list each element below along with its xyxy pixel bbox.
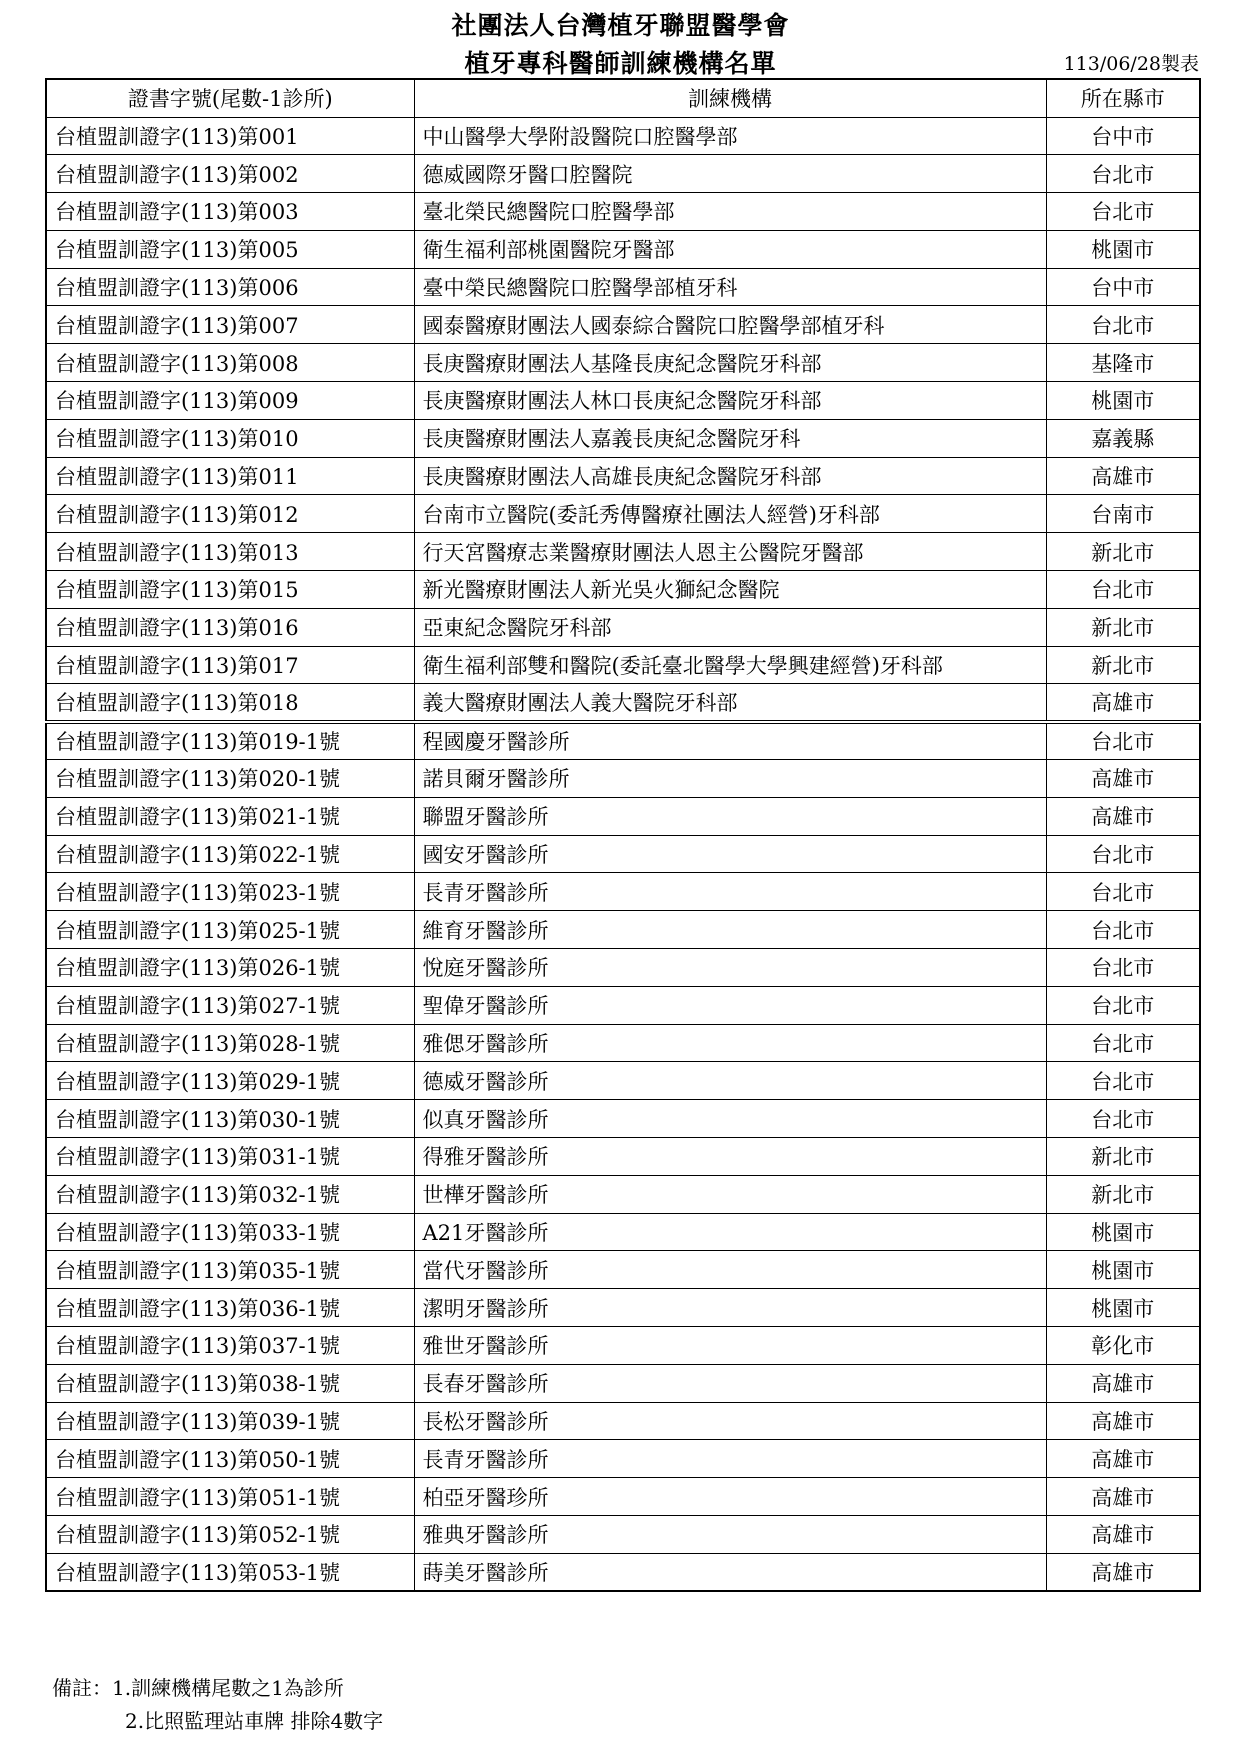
certificate-number-cell: 台植盟訓證字(113)第005 [46, 230, 414, 268]
column-header-institution: 訓練機構 [414, 79, 1046, 117]
table-row [46, 1100, 1200, 1138]
city-cell: 新北市 [1046, 608, 1200, 646]
table-row [46, 646, 1200, 684]
city-cell: 高雄市 [1046, 457, 1200, 495]
city-cell: 高雄市 [1046, 1478, 1200, 1516]
certificate-number-cell: 台植盟訓證字(113)第015 [46, 571, 414, 609]
institution-name-cell: 長庚醫療財團法人林口長庚紀念醫院牙科部 [414, 382, 1046, 420]
certificate-number-cell: 台植盟訓證字(113)第038-1號 [46, 1364, 414, 1402]
table-row [46, 684, 1200, 722]
city-cell: 台中市 [1046, 117, 1200, 155]
institution-name-cell: 諾貝爾牙醫診所 [414, 760, 1046, 798]
institution-name-cell: 臺中榮民總醫院口腔醫學部植牙科 [414, 268, 1046, 306]
city-cell: 新北市 [1046, 1138, 1200, 1176]
certificate-number-cell: 台植盟訓證字(113)第003 [46, 193, 414, 231]
city-cell: 台北市 [1046, 1062, 1200, 1100]
table-row [46, 873, 1200, 911]
certificate-number-cell: 台植盟訓證字(113)第029-1號 [46, 1062, 414, 1100]
certificate-number-cell: 台植盟訓證字(113)第022-1號 [46, 835, 414, 873]
document-title: 社團法人台灣植牙聯盟醫學會 [451, 11, 790, 40]
institution-name-cell: 世樺牙醫診所 [414, 1175, 1046, 1213]
institution-name-cell: 臺北榮民總醫院口腔醫學部 [414, 193, 1046, 231]
institution-name-cell: 行天宮醫療志業醫療財團法人恩主公醫院牙醫部 [414, 533, 1046, 571]
institution-name-cell: 義大醫療財團法人義大醫院牙科部 [414, 684, 1046, 722]
certificate-number-cell: 台植盟訓證字(113)第007 [46, 306, 414, 344]
city-cell: 高雄市 [1046, 1402, 1200, 1440]
table-row [46, 949, 1200, 987]
table-row [46, 495, 1200, 533]
institution-name-cell: 德威牙醫診所 [414, 1062, 1046, 1100]
document-subtitle: 植牙專科醫師訓練機構名單 [464, 49, 777, 78]
certificate-number-cell: 台植盟訓證字(113)第002 [46, 155, 414, 193]
city-cell: 高雄市 [1046, 684, 1200, 722]
institution-name-cell: 雅典牙醫診所 [414, 1515, 1046, 1553]
table-row [46, 1440, 1200, 1478]
certificate-number-cell: 台植盟訓證字(113)第027-1號 [46, 986, 414, 1024]
table-row [46, 797, 1200, 835]
certificate-number-cell: 台植盟訓證字(113)第012 [46, 495, 414, 533]
table-row [46, 117, 1200, 155]
institution-name-cell: 得雅牙醫診所 [414, 1138, 1046, 1176]
institution-name-cell: 程國慶牙醫診所 [414, 722, 1046, 760]
institution-name-cell: 潔明牙醫診所 [414, 1289, 1046, 1327]
made-date: 113/06/28製表 [1063, 53, 1199, 75]
institution-name-cell: 亞東紀念醫院牙科部 [414, 608, 1046, 646]
table-row [46, 722, 1200, 760]
certificate-number-cell: 台植盟訓證字(113)第037-1號 [46, 1327, 414, 1365]
institution-name-cell: 悅庭牙醫診所 [414, 949, 1046, 987]
certificate-number-cell: 台植盟訓證字(113)第032-1號 [46, 1175, 414, 1213]
training-institution-table [45, 78, 1201, 1592]
institution-name-cell: 台南市立醫院(委託秀傳醫療社團法人經營)牙科部 [414, 495, 1046, 533]
certificate-number-cell: 台植盟訓證字(113)第028-1號 [46, 1024, 414, 1062]
table-row [46, 1478, 1200, 1516]
city-cell: 台北市 [1046, 1100, 1200, 1138]
column-header-certificate: 證書字號(尾數-1診所) [46, 79, 414, 117]
table-row [46, 608, 1200, 646]
city-cell: 台北市 [1046, 722, 1200, 760]
table-row [46, 382, 1200, 420]
table-row [46, 835, 1200, 873]
table-row [46, 268, 1200, 306]
table-body [46, 117, 1200, 1591]
city-cell: 高雄市 [1046, 797, 1200, 835]
city-cell: 高雄市 [1046, 1364, 1200, 1402]
certificate-number-cell: 台植盟訓證字(113)第013 [46, 533, 414, 571]
institution-name-cell: 當代牙醫診所 [414, 1251, 1046, 1289]
table-row [46, 155, 1200, 193]
certificate-number-cell: 台植盟訓證字(113)第021-1號 [46, 797, 414, 835]
table-row [46, 306, 1200, 344]
certificate-number-cell: 台植盟訓證字(113)第050-1號 [46, 1440, 414, 1478]
institution-name-cell: 長春牙醫診所 [414, 1364, 1046, 1402]
table-row [46, 1251, 1200, 1289]
table-row [46, 193, 1200, 231]
table-row [46, 1327, 1200, 1365]
table-row [46, 1024, 1200, 1062]
city-cell: 新北市 [1046, 1175, 1200, 1213]
city-cell: 桃園市 [1046, 1251, 1200, 1289]
institution-name-cell: 雅世牙醫診所 [414, 1327, 1046, 1365]
certificate-number-cell: 台植盟訓證字(113)第025-1號 [46, 911, 414, 949]
table-row [46, 457, 1200, 495]
certificate-number-cell: 台植盟訓證字(113)第008 [46, 344, 414, 382]
table-row [46, 344, 1200, 382]
city-cell: 台北市 [1046, 571, 1200, 609]
certificate-number-cell: 台植盟訓證字(113)第001 [46, 117, 414, 155]
table-row [46, 1402, 1200, 1440]
city-cell: 高雄市 [1046, 1440, 1200, 1478]
certificate-number-cell: 台植盟訓證字(113)第053-1號 [46, 1553, 414, 1591]
certificate-number-cell: 台植盟訓證字(113)第031-1號 [46, 1138, 414, 1176]
column-header-city: 所在縣市 [1046, 79, 1200, 117]
institution-name-cell: 國泰醫療財團法人國泰綜合醫院口腔醫學部植牙科 [414, 306, 1046, 344]
table-row [46, 986, 1200, 1024]
institution-name-cell: 長青牙醫診所 [414, 1440, 1046, 1478]
institution-name-cell: 柏亞牙醫珍所 [414, 1478, 1046, 1516]
table-row [46, 911, 1200, 949]
certificate-number-cell: 台植盟訓證字(113)第009 [46, 382, 414, 420]
institution-name-cell: 長青牙醫診所 [414, 873, 1046, 911]
institution-name-cell: 長庚醫療財團法人嘉義長庚紀念醫院牙科 [414, 419, 1046, 457]
institution-name-cell: 聯盟牙醫診所 [414, 797, 1046, 835]
certificate-number-cell: 台植盟訓證字(113)第036-1號 [46, 1289, 414, 1327]
city-cell: 台北市 [1046, 986, 1200, 1024]
institution-name-cell: 蒔美牙醫診所 [414, 1553, 1046, 1591]
table-row [46, 1138, 1200, 1176]
institution-name-cell: 衛生福利部雙和醫院(委託臺北醫學大學興建經營)牙科部 [414, 646, 1046, 684]
table-row [46, 1175, 1200, 1213]
institution-name-cell: A21牙醫診所 [414, 1213, 1046, 1251]
table-row [46, 419, 1200, 457]
city-cell: 高雄市 [1046, 760, 1200, 798]
city-cell: 台北市 [1046, 873, 1200, 911]
institution-name-cell: 似真牙醫診所 [414, 1100, 1046, 1138]
certificate-number-cell: 台植盟訓證字(113)第017 [46, 646, 414, 684]
city-cell: 台北市 [1046, 306, 1200, 344]
table-row [46, 1364, 1200, 1402]
city-cell: 桃園市 [1046, 1289, 1200, 1327]
certificate-number-cell: 台植盟訓證字(113)第030-1號 [46, 1100, 414, 1138]
certificate-number-cell: 台植盟訓證字(113)第016 [46, 608, 414, 646]
city-cell: 基隆市 [1046, 344, 1200, 382]
city-cell: 台北市 [1046, 911, 1200, 949]
note-line-2: 2.比照監理站車牌 排除4數字 [125, 1709, 384, 1733]
city-cell: 桃園市 [1046, 1213, 1200, 1251]
certificate-number-cell: 台植盟訓證字(113)第020-1號 [46, 760, 414, 798]
city-cell: 桃園市 [1046, 230, 1200, 268]
table-row [46, 1062, 1200, 1100]
certificate-number-cell: 台植盟訓證字(113)第018 [46, 684, 414, 722]
city-cell: 新北市 [1046, 533, 1200, 571]
table-row [46, 1515, 1200, 1553]
institution-name-cell: 雅偲牙醫診所 [414, 1024, 1046, 1062]
institution-name-cell: 長庚醫療財團法人基隆長庚紀念醫院牙科部 [414, 344, 1046, 382]
city-cell: 彰化市 [1046, 1327, 1200, 1365]
certificate-number-cell: 台植盟訓證字(113)第010 [46, 419, 414, 457]
table-row [46, 760, 1200, 798]
city-cell: 台北市 [1046, 193, 1200, 231]
table-row [46, 1553, 1200, 1591]
certificate-number-cell: 台植盟訓證字(113)第033-1號 [46, 1213, 414, 1251]
institution-name-cell: 中山醫學大學附設醫院口腔醫學部 [414, 117, 1046, 155]
institution-name-cell: 長庚醫療財團法人高雄長庚紀念醫院牙科部 [414, 457, 1046, 495]
certificate-number-cell: 台植盟訓證字(113)第006 [46, 268, 414, 306]
certificate-number-cell: 台植盟訓證字(113)第023-1號 [46, 873, 414, 911]
certificate-number-cell: 台植盟訓證字(113)第051-1號 [46, 1478, 414, 1516]
certificate-number-cell: 台植盟訓證字(113)第039-1號 [46, 1402, 414, 1440]
table-header-row [46, 79, 1200, 117]
city-cell: 台北市 [1046, 1024, 1200, 1062]
institution-name-cell: 維育牙醫診所 [414, 911, 1046, 949]
note-line-1: 備註：1.訓練機構尾數之1為診所 [52, 1676, 344, 1700]
institution-name-cell: 長松牙醫診所 [414, 1402, 1046, 1440]
table-row [46, 230, 1200, 268]
city-cell: 新北市 [1046, 646, 1200, 684]
certificate-number-cell: 台植盟訓證字(113)第011 [46, 457, 414, 495]
certificate-number-cell: 台植盟訓證字(113)第026-1號 [46, 949, 414, 987]
city-cell: 桃園市 [1046, 382, 1200, 420]
city-cell: 台北市 [1046, 155, 1200, 193]
city-cell: 台中市 [1046, 268, 1200, 306]
city-cell: 台北市 [1046, 835, 1200, 873]
institution-name-cell: 國安牙醫診所 [414, 835, 1046, 873]
institution-name-cell: 新光醫療財團法人新光吳火獅紀念醫院 [414, 571, 1046, 609]
city-cell: 台北市 [1046, 949, 1200, 987]
table-row [46, 571, 1200, 609]
table-row [46, 533, 1200, 571]
institution-name-cell: 聖偉牙醫診所 [414, 986, 1046, 1024]
city-cell: 嘉義縣 [1046, 419, 1200, 457]
notes [52, 1672, 383, 1738]
institution-name-cell: 衛生福利部桃園醫院牙醫部 [414, 230, 1046, 268]
city-cell: 高雄市 [1046, 1553, 1200, 1591]
city-cell: 台南市 [1046, 495, 1200, 533]
city-cell: 高雄市 [1046, 1515, 1200, 1553]
certificate-number-cell: 台植盟訓證字(113)第035-1號 [46, 1251, 414, 1289]
table-row [46, 1289, 1200, 1327]
institution-name-cell: 德威國際牙醫口腔醫院 [414, 155, 1046, 193]
table-row [46, 1213, 1200, 1251]
certificate-number-cell: 台植盟訓證字(113)第052-1號 [46, 1515, 414, 1553]
certificate-number-cell: 台植盟訓證字(113)第019-1號 [46, 722, 414, 760]
